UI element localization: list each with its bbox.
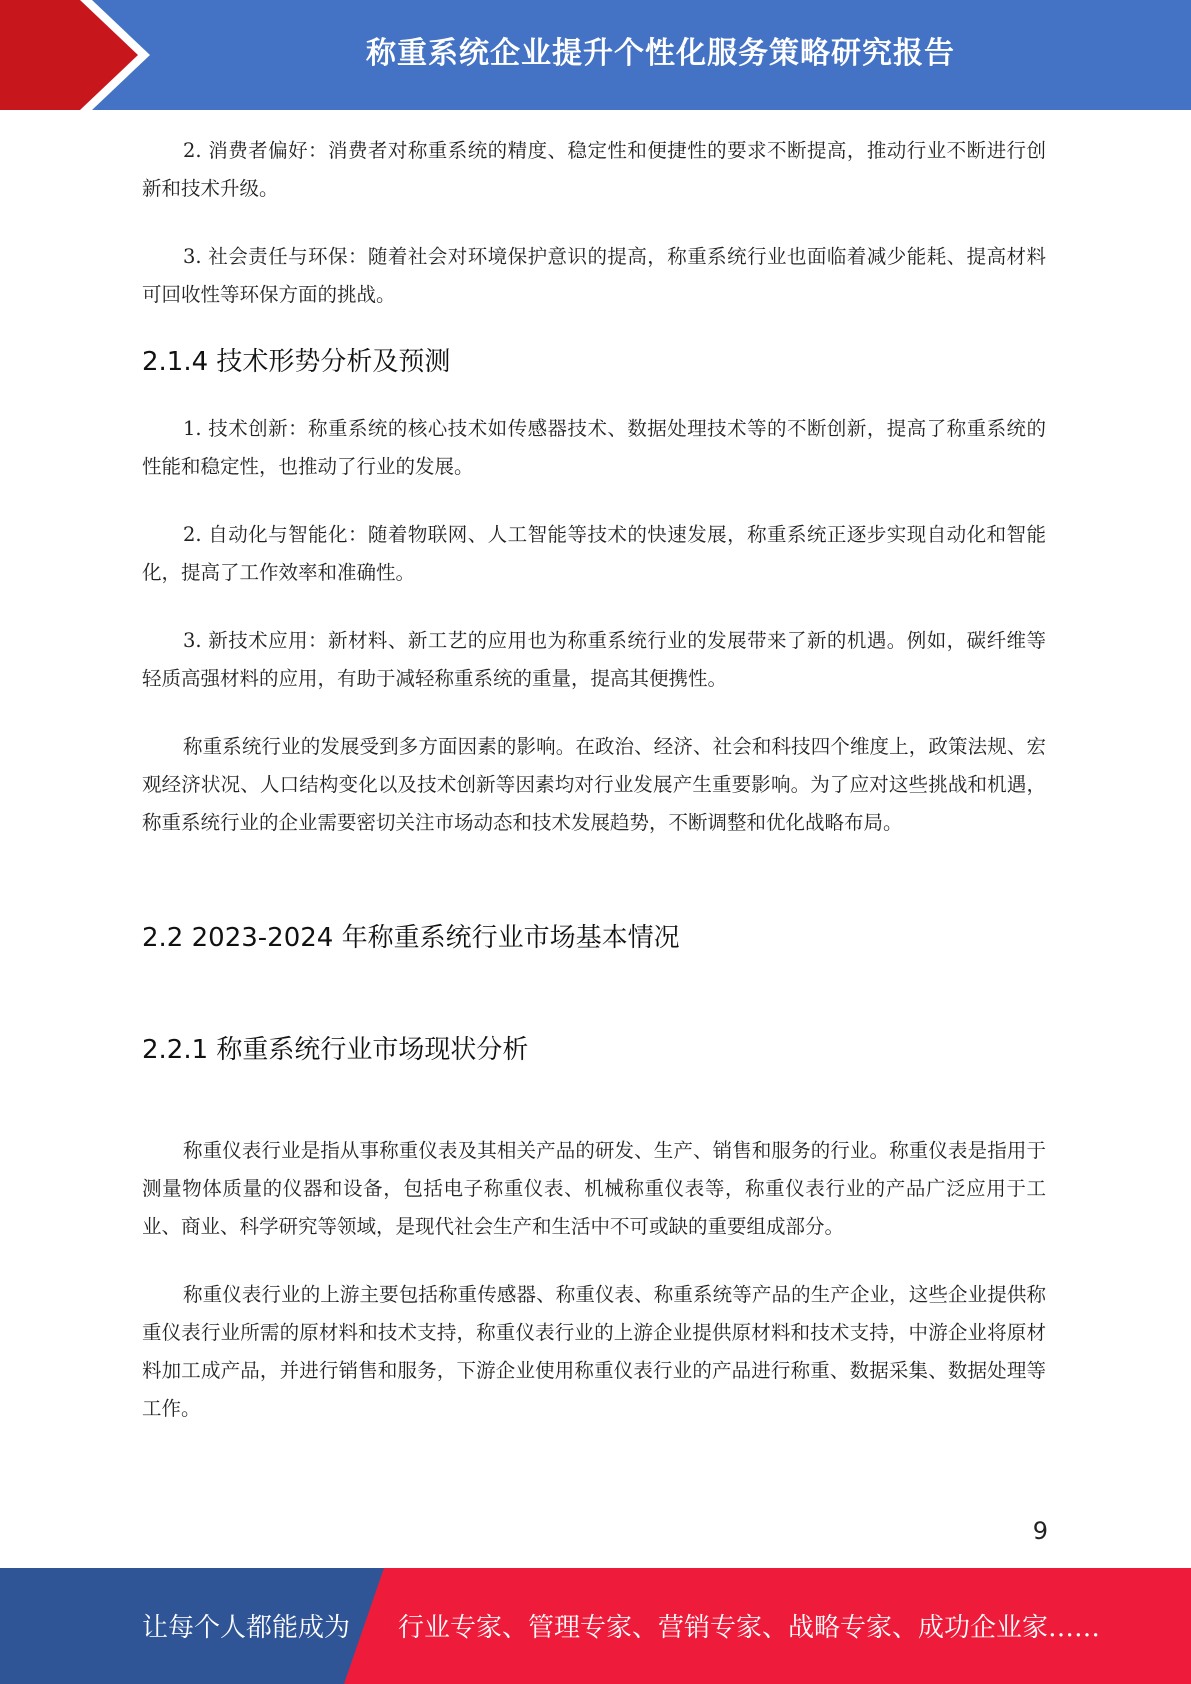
paragraph-consumer-preference: 2. 消费者偏好：消费者对称重系统的精度、稳定性和便捷性的要求不断提高，推动行业不断进行创新和技术升级。	[142, 139, 1046, 200]
paragraph-upstream: 称重仪表行业的上游主要包括称重传感器、称重仪表、称重系统等产品的生产企业，这些企业提供称重仪表行业所需的原材料和技术支持，称重仪表行业的上游企业提供原材料和技术支持，中游企业将原材料加工成产品，并进行销售和服务，下游企业使用称重仪表行业的产品进行称重、数据采集、数据处理等工作。	[142, 1283, 1046, 1420]
header-arrow-icon	[0, 0, 138, 110]
heading-2-2-1: 2.2.1 称重系统行业市场现状分析	[142, 1035, 529, 1065]
paragraph-automation: 2. 自动化与智能化：随着物联网、人工智能等技术的快速发展，称重系统正逐步实现自动化和智能化，提高了工作效率和准确性。	[142, 523, 1046, 584]
heading-2-1-4: 2.1.4 技术形势分析及预测	[142, 347, 451, 377]
page-footer	[0, 1568, 1191, 1684]
paragraph-industry-definition: 称重仪表行业是指从事称重仪表及其相关产品的研发、生产、销售和服务的行业。称重仪表是指用于测量物体质量的仪器和设备，包括电子称重仪表、机械称重仪表等，称重仪表行业的产品广泛应用于工业、商业、科学研究等领域，是现代社会生产和生活中不可或缺的重要组成部分。	[142, 1139, 1046, 1238]
footer-slogan-right: 行业专家、管理专家、营销专家、战略专家、成功企业家……	[398, 1613, 1101, 1643]
page-header	[0, 0, 1191, 110]
page-content	[142, 132, 1046, 1428]
paragraph-social-responsibility: 3. 社会责任与环保：随着社会对环境保护意识的提高，称重系统行业也面临着减少能耗、提高材料可回收性等环保方面的挑战。	[142, 245, 1046, 306]
page-number: 9	[1032, 1517, 1048, 1545]
footer-slogan-left: 让每个人都能成为	[142, 1613, 351, 1643]
heading-2-2: 2.2 2023-2024 年称重系统行业市场基本情况	[142, 923, 680, 953]
report-title: 称重系统企业提升个性化服务策略研究报告	[366, 36, 955, 71]
paragraph-summary: 称重系统行业的发展受到多方面因素的影响。在政治、经济、社会和科技四个维度上，政策法规、宏观经济状况、人口结构变化以及技术创新等因素均对行业发展产生重要影响。为了应对这些挑战和机遇，称重系统行业的企业需要密切关注市场动态和技术发展趋势，不断调整和优化战略布局。	[142, 735, 1046, 834]
paragraph-new-tech: 3. 新技术应用：新材料、新工艺的应用也为称重系统行业的发展带来了新的机遇。例如，碳纤维等轻质高强材料的应用，有助于减轻称重系统的重量，提高其便携性。	[142, 629, 1046, 690]
paragraph-tech-innovation: 1. 技术创新：称重系统的核心技术如传感器技术、数据处理技术等的不断创新，提高了称重系统的性能和稳定性，也推动了行业的发展。	[142, 417, 1046, 478]
